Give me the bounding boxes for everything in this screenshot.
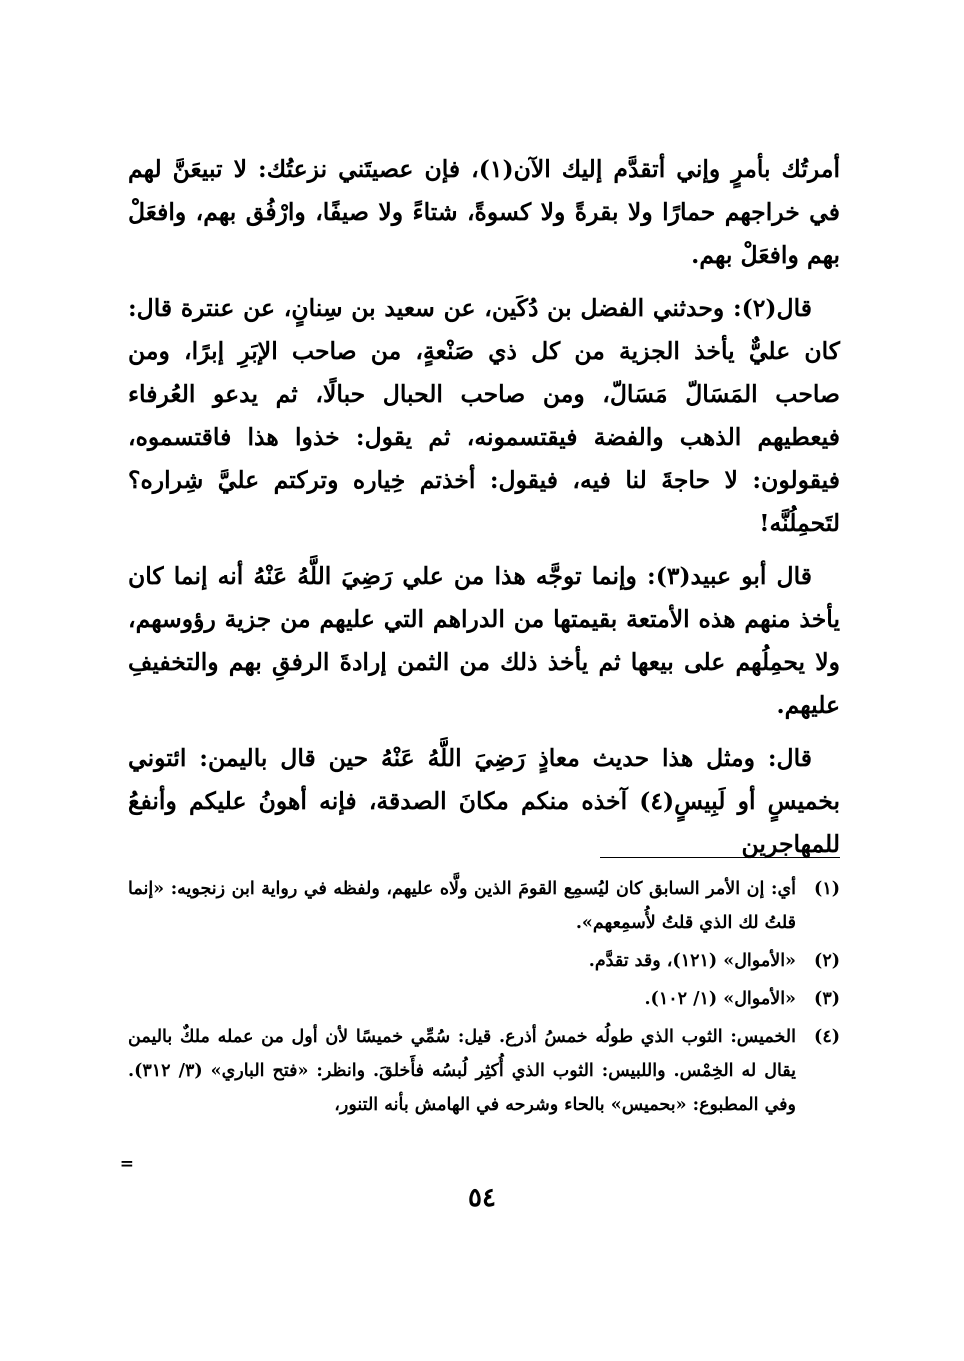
footnote-text: الخميس: الثوب الذي طولُه خمسُ أذرع. قيل: سُمِّي خميسًا لأن أول من عمله ملكٌ باليمن يقال له الخِمْس. واللبيس: الثوب الذي أُكثِر لُبسُه فأَخلقَ. وانظر: «فتح الباري» (٣/ ٣١٢). وفي المطبوع: «بحميس» بالحاء وشرحه في الهامش بأنه التنور، — [128, 1027, 797, 1115]
paragraph-4: قال: ومثل هذا حديث معاذٍ رَضِيَ اللَّهُ عَنْهُ حين قال باليمن: ائتوني بخميسٍ أو لَبِيسٍ(٤) آخذه منكم مكانَ الصدقة، فإنه أهونُ عليكم وأنفعُ للمهاجرين — [128, 744, 840, 858]
footnote-number: (٤) — [814, 1027, 840, 1047]
footnote-number: (١) — [814, 879, 840, 899]
paragraph-2: قال(٢): وحدثني الفضل بن دُكَين، عن سعيد بن سِنانٍ، عن عنترة قال: كان عليٌّ يأخذ الجزية من كل ذي صَنْعةٍ، من صاحب الإبَرِ إبرًا، ومن صاحب المَسَالّ مَسَالّ، ومن صاحب الحبال حبالًا، ثم يدعو العُرفاء فيعطيهم الذهب والفضة فيقتسمونه، ثم يقول: خذوا هذا فاقتسموه، فيقولون: لا حاجةَ لنا فيه، فيقول: أخذتم خِياره وتركتم عليَّ شِراره؟ لتَحمِلُنَّه! — [128, 294, 840, 537]
footnote-1 — [128, 872, 840, 940]
footnote-text: «الأموال» (١٢١)، وقد تقدَّم. — [588, 951, 796, 971]
main-text — [128, 148, 840, 876]
footnote-number: (٣) — [814, 989, 840, 1009]
footnote-4 — [128, 1020, 840, 1122]
footnote-number: (٢) — [814, 951, 840, 971]
footnote-text: أي: إن الأمر السابق كان ليُسمِع القومَ الذين ولَّاه عليهم، ولفظه في رواية ابن زنجويه: «إنما قلتُ لك الذي قلتُ لأُسمِعهم». — [128, 879, 796, 933]
paragraph-3: قال أبو عبيد(٣): وإنما توجَّه هذا من علي رَضِيَ اللَّهُ عَنْهُ أنه إنما كان يأخذ منهم هذه الأمتعة بقيمتها من الدراهم التي عليهم من جزية رؤوسهم، ولا يحمِلُهم على بيعها ثم يأخذ ذلك من الثمن إرادةَ الرفقِ بهم والتخفيفِ عليهم. — [128, 562, 840, 719]
paragraph-1: أمرتُك بأمرٍ وإني أتقدَّم إليك الآن(١)، فإن عصيتَني نزعتُك: لا تبيعَنَّ لهم في خراجهم حمارًا ولا بقرةً ولا كسوةً، شتاءً ولا صيفًا، وارْفُق بهم، وافعَلْ بهم وافعَلْ بهم. — [128, 155, 840, 269]
footnote-2 — [128, 944, 840, 978]
footnote-divider — [600, 857, 840, 858]
page-number: ٥٤ — [468, 1183, 496, 1213]
footnote-text: «الأموال» (١/ ١٠٢). — [644, 989, 796, 1009]
footnote-continuation-mark: = — [119, 1154, 134, 1174]
footnote-3 — [128, 982, 840, 1016]
footnotes — [128, 872, 840, 1126]
